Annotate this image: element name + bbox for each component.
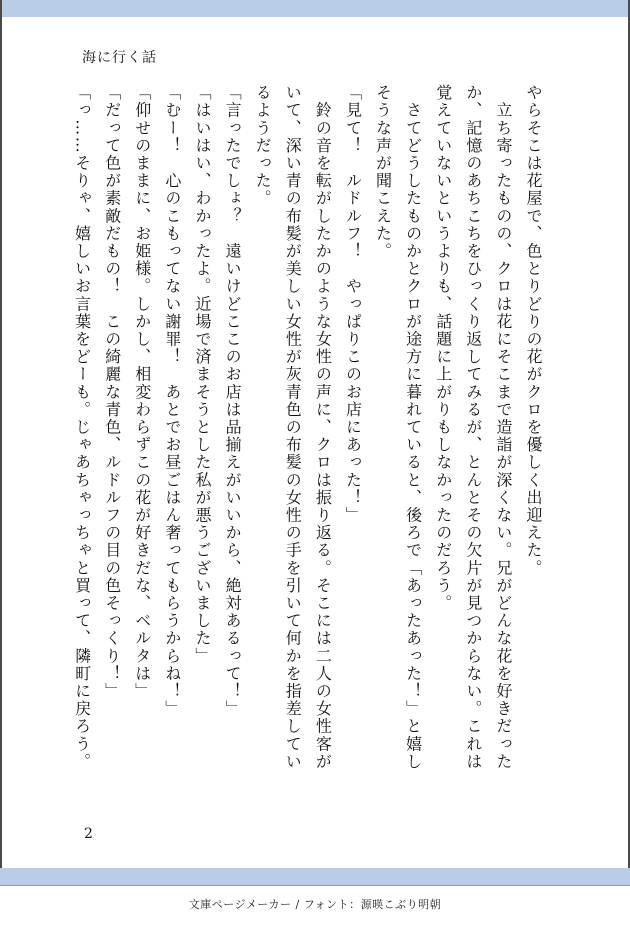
text-line: 覚えていないというよりも、話題に上がりもしなかったのだろう。 [433, 84, 453, 612]
text-line: いて、深い青の布髪が美しい女性が灰青色の布髪の女性の手を引いて何かを指差してい [283, 84, 303, 771]
running-header-title: 海に行く話 [82, 50, 157, 66]
text-line: 「はいはい、わかったよ。近場で済まそうとした私が悪うございました」 [192, 84, 212, 665]
text-line: やらそこは花屋で、色とりどりの花がクロを優しく出迎えた。 [524, 84, 543, 577]
text-line: るようだった。 [253, 84, 273, 208]
text-line: 「っ……そりゃ、嬉しいお言葉をどーも。じゃあちゃっちゃと買って、隣町に戻ろう。 [72, 84, 92, 771]
text-line: そうな声が聞こえた。 [373, 84, 393, 260]
text-line: さてどうしたものかとクロが途方に暮れていると、後ろで「あったあった！」と嬉し [403, 84, 423, 771]
bottom-band [0, 868, 630, 885]
text-line: 「見て！ ルドルフ！ やっぱりこのお店にあった！」 [343, 84, 363, 524]
top-band [0, 0, 630, 17]
text-line: か、記憶のあちこちをひっくり返してみるが、とんとその欠片が見つからない。これは [463, 84, 483, 771]
page-frame-left [0, 0, 2, 885]
page-number: 2 [84, 826, 93, 842]
text-line: 鈴の音を転がしたかのような女性の声に、クロは振り返る。そこには二人の女性客が [313, 84, 333, 771]
vertical-body-text [67, 84, 549, 804]
footer-credit: 文庫ページメーカー / フォント：源暎こぶり明朝 [188, 898, 442, 911]
text-line: 「言ったでしょ？ 遠いけどここのお店は品揃えがいいから、絶対あるって！」 [223, 84, 243, 718]
text-line: 「むー！ 心のこもってない謝罪！ あとでお昼ごはん奢ってもらうからね！」 [162, 84, 182, 718]
text-line: 「仰せのままに、お姫様。しかし、相変わらずこの花が好きだな、ベルタは」 [132, 84, 152, 700]
text-line: 立ち寄ったものの、クロは花にそこまで造詣が深くない。兄がどんな花を好きだった [493, 84, 513, 771]
text-line: 「だって色が素敵だもの！ この綺麗な青色、ルドルフの目の色そっくり！」 [102, 84, 122, 700]
page-frame-bottom [0, 885, 630, 886]
